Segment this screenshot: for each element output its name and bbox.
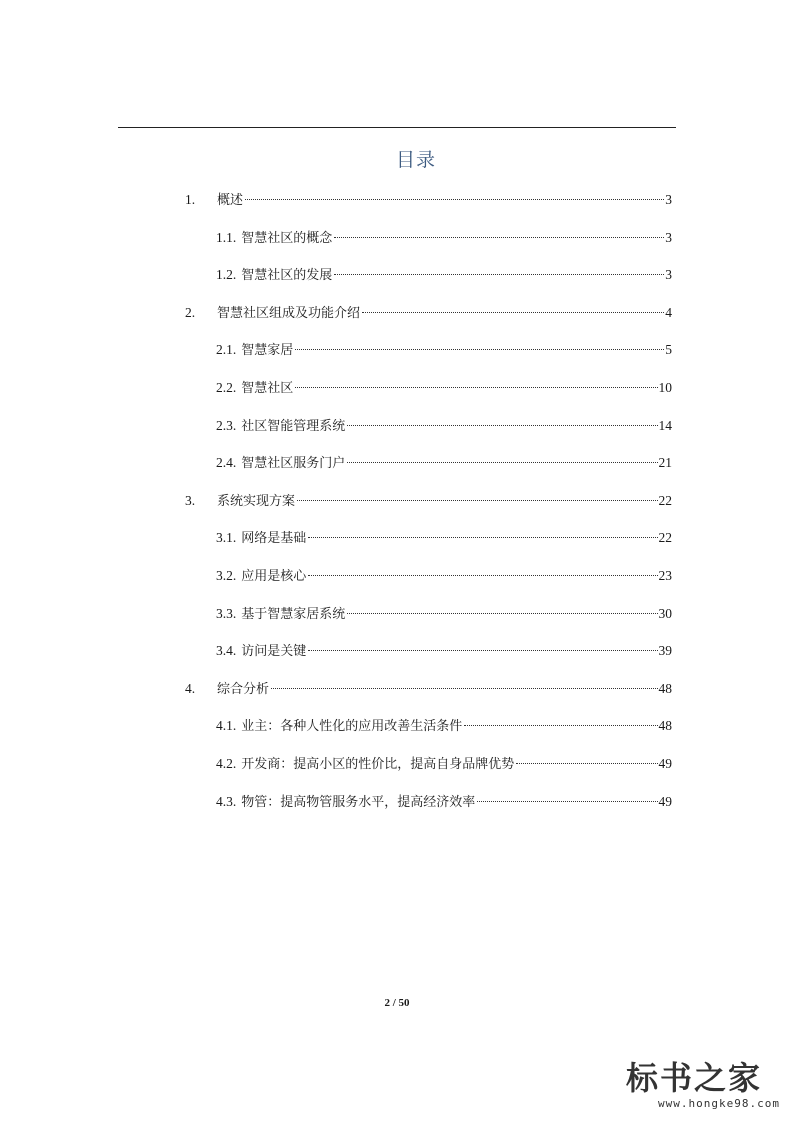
toc-entry-number: 1.2. <box>216 267 237 283</box>
toc-entry-page: 23 <box>658 568 672 583</box>
toc-entry-number: 4.2. <box>216 756 237 771</box>
toc-entry-title: 综合分析 <box>217 681 270 697</box>
toc-dot-leader <box>308 575 657 576</box>
toc-entry[interactable] <box>216 377 672 399</box>
toc-entry-page: 3 <box>665 267 672 283</box>
toc-entry[interactable] <box>185 678 672 700</box>
toc-entry-title: 开发商：提高小区的性价比，提高自身品牌优势 <box>241 757 515 772</box>
toc-entry-number: 2.4. <box>216 455 237 471</box>
toc-entry-page: 49 <box>658 756 672 771</box>
toc-entry[interactable] <box>216 415 672 437</box>
toc-entry[interactable] <box>216 565 672 587</box>
toc-entry-number: 4.1. <box>216 718 237 734</box>
toc-dot-leader <box>308 537 657 538</box>
toc-entry[interactable] <box>185 490 672 512</box>
toc-entry-page: 48 <box>658 680 672 696</box>
toc-entry[interactable] <box>216 715 672 737</box>
toc-entry-title: 智慧社区 <box>241 381 294 396</box>
toc-entry-title: 系统实现方案 <box>217 493 296 509</box>
toc-entry-number: 4. <box>185 680 196 696</box>
toc-entry-title: 智慧社区的概念 <box>241 230 333 246</box>
toc-entry-title: 物管：提高物管服务水平，提高经济效率 <box>241 794 476 810</box>
toc-entry[interactable] <box>216 264 672 286</box>
toc-entry-number: 1.1. <box>216 229 237 245</box>
toc-entry[interactable] <box>216 452 672 474</box>
toc-entry[interactable] <box>216 640 672 662</box>
toc-entry-page: 39 <box>658 643 672 659</box>
toc-entry-number: 3.1. <box>216 530 237 546</box>
toc-entry-title: 应用是核心 <box>241 569 307 584</box>
toc-entry[interactable] <box>216 339 672 361</box>
watermark-url: www.hongke98.com <box>658 1097 780 1110</box>
toc-entry[interactable] <box>216 791 672 813</box>
toc-entry[interactable] <box>216 603 672 625</box>
toc-entry-page: 5 <box>665 342 672 358</box>
toc-dot-leader <box>347 425 657 426</box>
toc-dot-leader <box>295 387 657 388</box>
toc-entry-number: 4.3. <box>216 793 237 809</box>
toc-dot-leader <box>334 274 664 275</box>
toc-entry-page: 3 <box>665 192 672 207</box>
toc-entry-number: 3.3. <box>216 605 237 621</box>
toc-dot-leader <box>308 650 657 651</box>
toc-dot-leader <box>464 725 657 726</box>
toc-dot-leader <box>362 312 664 313</box>
toc-entry-title: 社区智能管理系统 <box>241 418 346 434</box>
toc-entry-number: 2.3. <box>216 417 237 433</box>
toc-entry-title: 智慧社区组成及功能介绍 <box>217 305 361 321</box>
toc-title: 目录 <box>395 149 436 171</box>
toc-entry-page: 48 <box>658 718 672 734</box>
toc-dot-leader <box>516 763 657 764</box>
toc-entry-page: 22 <box>658 492 672 508</box>
toc-entry-number: 2. <box>185 304 196 320</box>
toc-entry-page: 3 <box>665 229 672 245</box>
toc-dot-leader <box>347 613 657 614</box>
toc-entry-number: 3.4. <box>216 643 237 659</box>
toc-entry-number: 3.2. <box>216 568 237 583</box>
toc-entry-page: 14 <box>658 417 672 433</box>
toc-dot-leader <box>477 801 657 802</box>
toc-entry-title: 智慧社区的发展 <box>241 268 333 284</box>
toc-entry-title: 概述 <box>217 193 244 208</box>
toc-entry-title: 网络是基础 <box>241 531 307 547</box>
toc-entry-page: 4 <box>665 304 672 320</box>
toc-dot-leader <box>295 349 664 350</box>
toc-entry-page: 49 <box>658 793 672 809</box>
toc-entry-title: 业主：各种人性化的应用改善生活条件 <box>241 719 463 735</box>
toc-entry[interactable] <box>185 302 672 324</box>
toc-entry[interactable] <box>185 189 672 211</box>
toc-dot-leader <box>271 688 657 689</box>
toc-entry-page: 10 <box>658 380 672 395</box>
watermark-logo: 标书之家 <box>625 1059 762 1097</box>
toc-entry-number: 3. <box>185 492 196 508</box>
toc-entry-page: 30 <box>658 605 672 621</box>
toc-entry-title: 访问是关键 <box>241 644 307 660</box>
toc-entry[interactable] <box>216 227 672 249</box>
toc-entry[interactable] <box>216 527 672 549</box>
toc-dot-leader <box>334 237 664 238</box>
toc-entry-number: 1. <box>185 192 196 207</box>
toc-entry-number: 2.2. <box>216 380 237 395</box>
toc-entry-title: 智慧社区服务门户 <box>241 456 346 472</box>
toc-entry-title: 智慧家居 <box>241 343 294 359</box>
toc-dot-leader <box>297 500 657 501</box>
watermark <box>610 1060 780 1112</box>
toc-entry[interactable] <box>216 753 672 775</box>
header-rule <box>118 127 676 128</box>
toc-entry-title: 基于智慧家居系统 <box>241 606 346 622</box>
toc-entry-page: 22 <box>658 530 672 546</box>
page-number: 2 / 50 <box>384 997 410 1009</box>
toc-dot-leader <box>245 199 664 200</box>
toc-dot-leader <box>347 462 657 463</box>
toc-entry-page: 21 <box>658 455 672 471</box>
toc-entry-number: 2.1. <box>216 342 237 358</box>
